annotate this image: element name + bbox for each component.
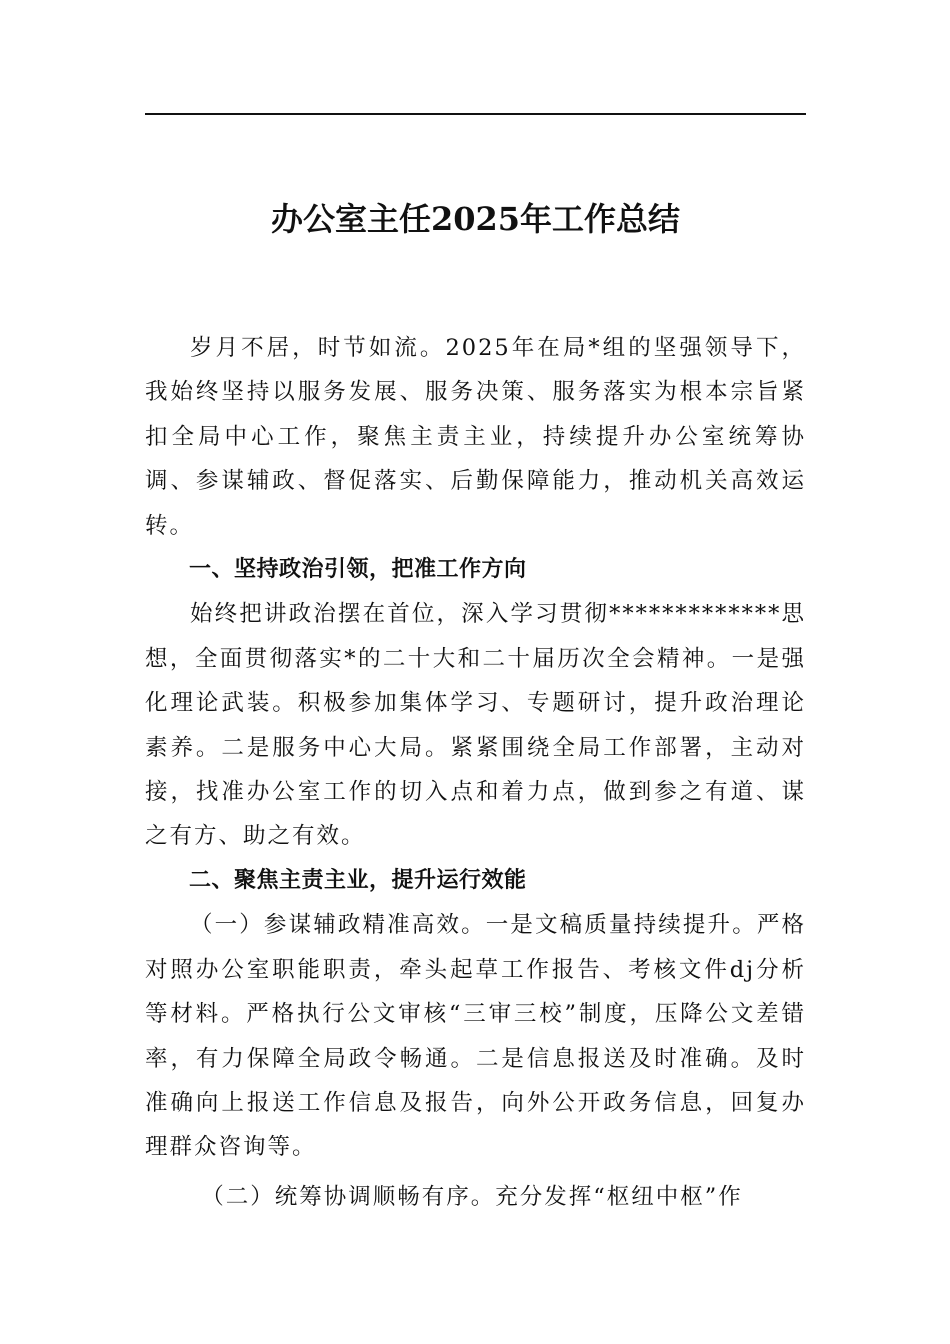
- section-2-subsection-2: （二）统筹协调顺畅有序。充分发挥“枢纽中枢”作: [201, 1183, 743, 1210]
- section-1-paragraph: 始终把讲政治摆在首位，深入学习贯彻*************思想，全面贯彻落实*的二十大和二十届历次全会精神。一是强化理论武装。积极参加集体学习、专题研讨，提升政治理论素养。二是服务中心大局。紧紧围绕全局工作部署，主动对接，找准办公室工作的切入点和着力点，做到参之有道、谋之有方、助之有效。: [145, 601, 806, 850]
- document-body: [145, 326, 806, 1219]
- section-2-subsection-1: （一）参谋辅政精准高效。一是文稿质量持续提升。严格对照办公室职能职责，牵头起草工作报告、考核文件dj分析等材料。严格执行公文审核“三审三校”制度，压降公文差错率，有力保障全局政令畅通。二是信息报送及时准确。及时准确向上报送工作信息及报告，向外公开政务信息，回复办理群众咨询等。: [145, 912, 806, 1161]
- section-1-heading: 一、坚持政治引领，把准工作方向: [189, 557, 527, 583]
- intro-paragraph: 岁月不居，时节如流。2025年在局*组的坚强领导下，我始终坚持以服务发展、服务决策、服务落实为根本宗旨紧扣全局中心工作，聚焦主责主业，持续提升办公室统筹协调、参谋辅政、督促落实、后勤保障能力，推动机关高效运转。: [145, 335, 806, 539]
- section-2-heading: 二、聚焦主责主业，提升运行效能: [189, 867, 527, 893]
- document-title: 办公室主任2025年工作总结: [270, 200, 681, 238]
- header-rule: [145, 113, 806, 115]
